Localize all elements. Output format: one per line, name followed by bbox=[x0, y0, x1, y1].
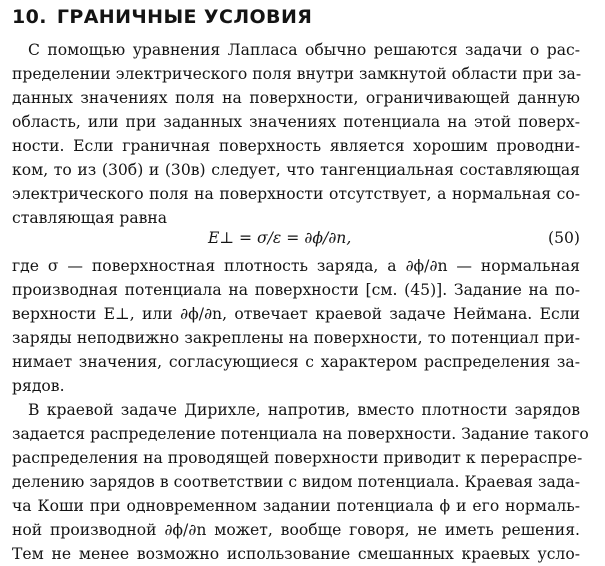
paragraph-2-line-4: заряды неподвижно закреплены на поверхности, то потенциал при- bbox=[12, 329, 580, 347]
paragraph-2-line-2: производная потенциала на поверхности [см. (45)]. Задание на по- bbox=[12, 281, 580, 299]
paragraph-3-line-5: ча Коши при одновременном задании потенциала ϕ и его нормаль- bbox=[12, 497, 580, 515]
paragraph-2-line-5: нимает значения, согласующиеся с характером распределения за- bbox=[12, 353, 580, 371]
equation-formula: E⊥ = σ/ε = ∂ϕ/∂n, bbox=[208, 229, 352, 247]
paragraph-3-line-4: делению зарядов в соответствии с видом потенциала. Краевая зада- bbox=[12, 473, 580, 491]
equation-number: (50) bbox=[547, 229, 580, 247]
paragraph-1-line-1: С помощью уравнения Лапласа обычно решаются задачи о рас- bbox=[28, 41, 580, 59]
paragraph-3-line-7: Тем не менее возможно использование смешанных краевых усло- bbox=[12, 545, 580, 563]
paragraph-1-line-4: область, или при заданных значениях потенциала на этой поверх- bbox=[12, 113, 580, 131]
section-number: 10. bbox=[12, 6, 47, 28]
paragraph-2-line-1: где σ — поверхностная плотность заряда, а ∂ϕ/∂n — нормальная bbox=[12, 257, 580, 275]
paragraph-1-line-8: ставляющая равна bbox=[12, 209, 168, 227]
paragraph-1-line-5: ности. Если граничная поверхность является хорошим проводни- bbox=[12, 137, 580, 155]
paragraph-2-line-6: рядов. bbox=[12, 377, 65, 395]
paragraph-1-line-2: пределении электрического поля внутри замкнутой области при за- bbox=[12, 65, 582, 83]
paragraph-3-line-2: задается распределение потенциала на поверхности. Задание такого bbox=[12, 425, 589, 443]
equation-50 bbox=[12, 226, 580, 250]
paragraph-1-line-6: ком, то из (30б) и (30в) следует, что тангенциальная составляющая bbox=[12, 161, 580, 179]
paragraph-1-line-7: электрического поля на поверхности отсутствует, а нормальная со- bbox=[12, 185, 580, 203]
paragraph-1-line-3: данных значениях поля на поверхности, ограничивающей данную bbox=[12, 89, 580, 107]
paragraph-3-line-3: распределения на проводящей поверхности приводит к перераспре- bbox=[12, 449, 583, 467]
section-heading bbox=[12, 6, 312, 28]
paragraph-3-line-6: ной производной ∂ϕ/∂n может, вообще говоря, не иметь решения. bbox=[12, 521, 580, 539]
section-title: ГРАНИЧНЫЕ УСЛОВИЯ bbox=[56, 6, 313, 28]
paragraph-2-line-3: верхности E⊥, или ∂ϕ/∂n, отвечает краевой задаче Неймана. Если bbox=[12, 305, 580, 323]
paragraph-3-line-1: В краевой задаче Дирихле, напротив, вместо плотности зарядов bbox=[28, 401, 580, 419]
